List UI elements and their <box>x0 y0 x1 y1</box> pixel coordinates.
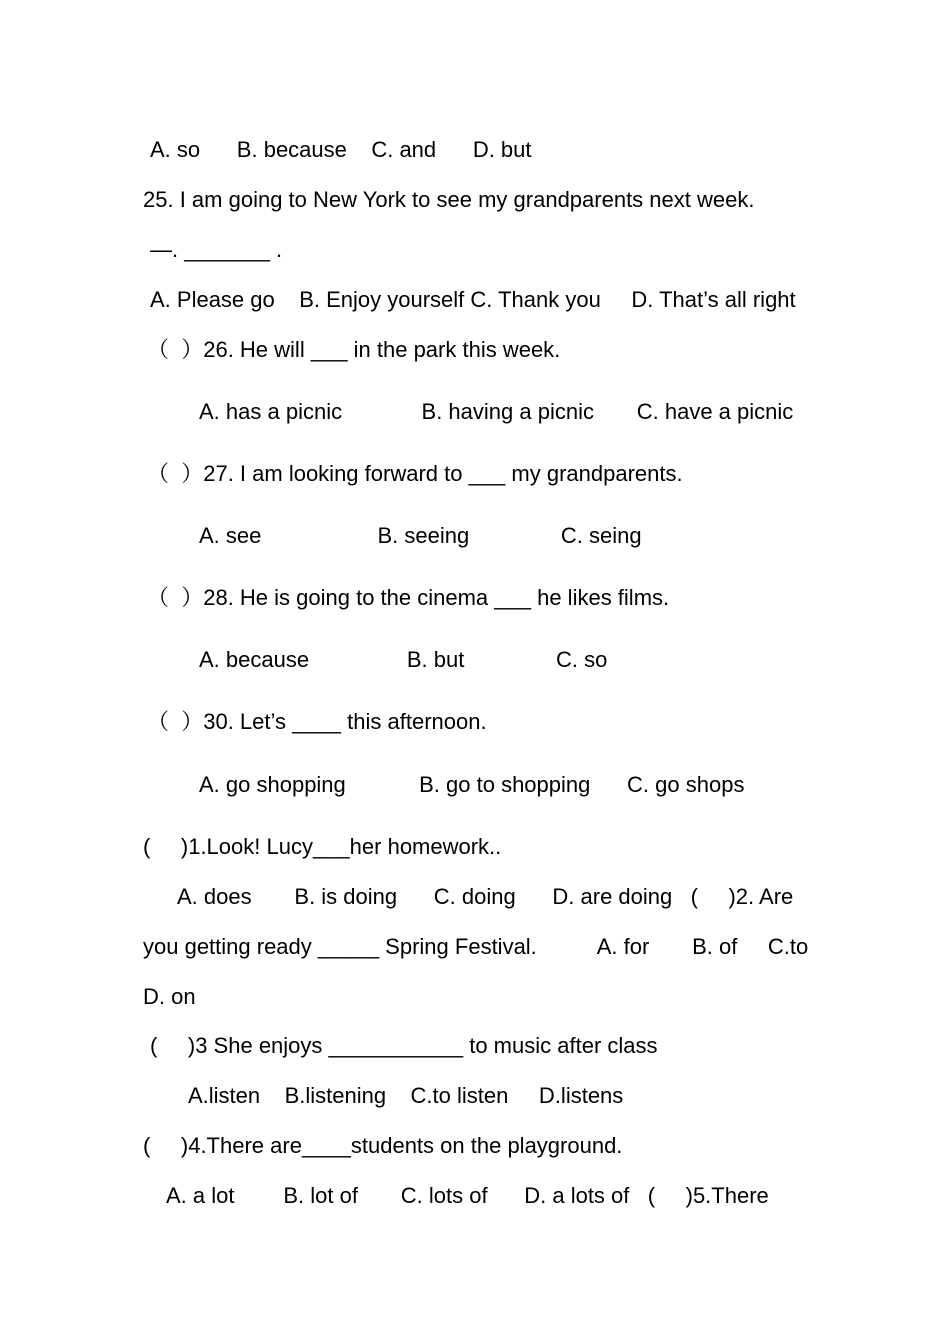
q30-stem: （ ）30. Let’s ____ this afternoon. <box>147 709 487 734</box>
s2-stem: you getting ready _____ Spring Festival. A. for B. of C.to <box>143 934 809 959</box>
q26-options: A. has a picnic B. having a picnic C. have a picnic <box>199 399 794 424</box>
q27-stem: （ ）27. I am looking forward to ___ my grandparents. <box>147 461 683 486</box>
q28-options: A. because B. but C. so <box>199 647 608 672</box>
s3-stem: ( )3 She enjoys ___________ to music after class <box>150 1033 658 1058</box>
q30-options: A. go shopping B. go to shopping C. go shops <box>199 772 745 797</box>
q24-options: A. so B. because C. and D. but <box>150 137 532 162</box>
s4-stem: ( )4.There are____students on the playground. <box>143 1133 623 1158</box>
q26-stem: （ ）26. He will ___ in the park this week. <box>147 337 561 362</box>
s3-options: A.listen B.listening C.to listen D.listens <box>188 1083 624 1108</box>
s2-cont: D. on <box>143 984 196 1009</box>
s1-options: A. does B. is doing C. doing D. are doing ( )2. Are <box>177 884 794 909</box>
q27-options: A. see B. seeing C. seing <box>199 523 642 548</box>
q25-reply: —. _______ . <box>150 237 283 262</box>
s4-options: A. a lot B. lot of C. lots of D. a lots of ( )5.There <box>166 1183 769 1208</box>
q25-stem: 25. I am going to New York to see my grandparents next week. <box>143 187 755 212</box>
s1-stem: ( )1.Look! Lucy___her homework.. <box>143 834 502 859</box>
q25-options: A. Please go B. Enjoy yourself C. Thank you D. That’s all right <box>150 287 796 312</box>
q28-stem: （ ）28. He is going to the cinema ___ he likes films. <box>147 585 670 610</box>
